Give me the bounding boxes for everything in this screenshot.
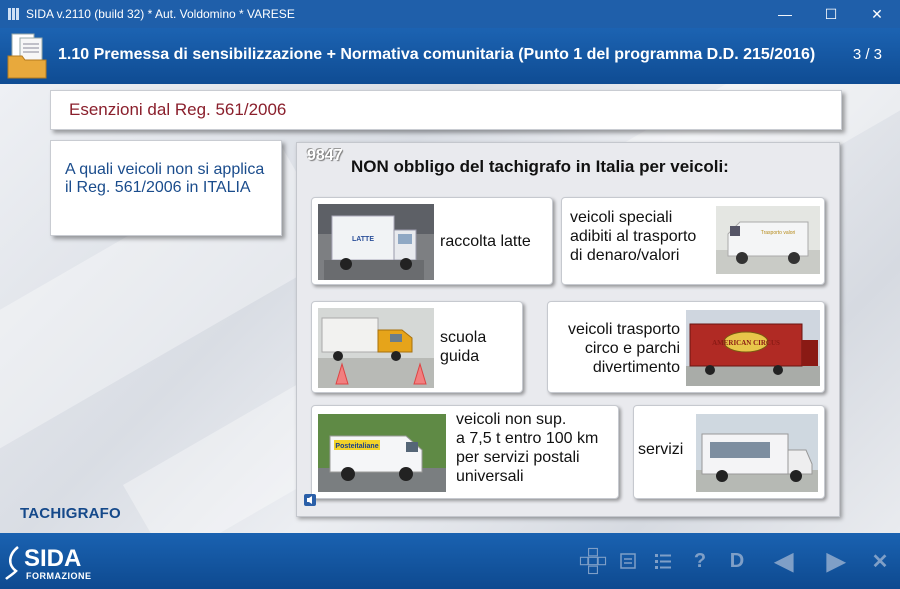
- card-label: raccolta latte: [440, 233, 531, 250]
- logo-text: SIDA: [24, 545, 82, 572]
- card-raccolta-latte[interactable]: [311, 197, 553, 285]
- card-label: veicoli non sup. a 7,5 t entro 100 km per servizi postali universali: [456, 411, 599, 485]
- minimize-button[interactable]: —: [778, 6, 792, 22]
- card-label: scuola guida: [440, 329, 487, 365]
- card-servizi[interactable]: [633, 405, 825, 499]
- postal-van-image: [318, 414, 446, 492]
- slide-code: 9847: [307, 147, 343, 164]
- card-label: veicoli trasporto circo e parchi divertimento: [567, 321, 680, 376]
- card-label: servizi: [638, 441, 684, 458]
- lesson-header: [0, 28, 900, 84]
- previous-button[interactable]: ◀: [774, 547, 794, 575]
- card-scuola-guida[interactable]: [311, 301, 523, 393]
- close-lesson-button[interactable]: ✕: [871, 550, 889, 573]
- circus-truck-text: AMERICAN CIRCUS: [712, 339, 780, 347]
- valuables-van-text: Trasporto valori: [760, 230, 796, 236]
- logo-subtext: FORMAZIONE: [26, 571, 92, 581]
- bottom-toolbar: [0, 533, 900, 589]
- folder-documents-icon: [6, 32, 50, 80]
- section-title: Esenzioni dal Reg. 561/2006: [69, 100, 287, 119]
- section-title-bar: [50, 90, 842, 130]
- milk-truck-text: LATTE: [351, 236, 375, 243]
- topic-label: TACHIGRAFO: [20, 505, 121, 522]
- card-trasporto-valori[interactable]: [561, 197, 825, 285]
- window-title: SIDA v.2110 (build 32) * Aut. Voldomino * VARESE: [26, 7, 295, 21]
- sida-logo-icon: [4, 545, 26, 581]
- list-icon[interactable]: [652, 547, 674, 575]
- close-window-button[interactable]: ✕: [871, 5, 883, 22]
- document-icon[interactable]: [618, 547, 638, 575]
- maximize-button[interactable]: ☐: [824, 5, 838, 22]
- sida-logo: [4, 541, 104, 583]
- ok-navigation-icon[interactable]: [574, 547, 612, 575]
- app-icon: [8, 8, 20, 20]
- window-titlebar: [0, 0, 900, 28]
- lesson-title: 1.10 Premessa di sensibilizzazione + Normativa comunitaria (Punto 1 del programma D.D. 215/2016): [58, 46, 816, 63]
- card-servizi-postali[interactable]: [311, 405, 619, 499]
- exemptions-panel: [296, 142, 840, 517]
- d-button[interactable]: D: [729, 549, 745, 572]
- panel-title: NON obbligo del tachigrafo in Italia per veicoli:: [351, 157, 729, 176]
- window-controls: [762, 0, 900, 28]
- content-area: [0, 84, 900, 533]
- audio-icon[interactable]: [303, 493, 317, 507]
- card-circo-parchi[interactable]: [547, 301, 825, 393]
- question-box: [50, 140, 282, 236]
- postal-van-text: Posteitaliane: [335, 443, 379, 450]
- circus-truck-image: [686, 310, 820, 386]
- help-button[interactable]: ?: [693, 549, 707, 572]
- milk-truck-image: [318, 204, 434, 280]
- question-text: A quali veicoli non si applica il Reg. 561/2006 in ITALIA: [65, 161, 265, 196]
- service-vehicle-image: [696, 414, 818, 492]
- card-label: veicoli speciali adibiti al trasporto di denaro/valori: [570, 209, 697, 264]
- next-button[interactable]: ▶: [826, 547, 846, 575]
- page-counter: 3 / 3: [852, 46, 882, 63]
- driving-school-truck-image: [318, 308, 434, 388]
- valuables-van-image: [716, 206, 820, 274]
